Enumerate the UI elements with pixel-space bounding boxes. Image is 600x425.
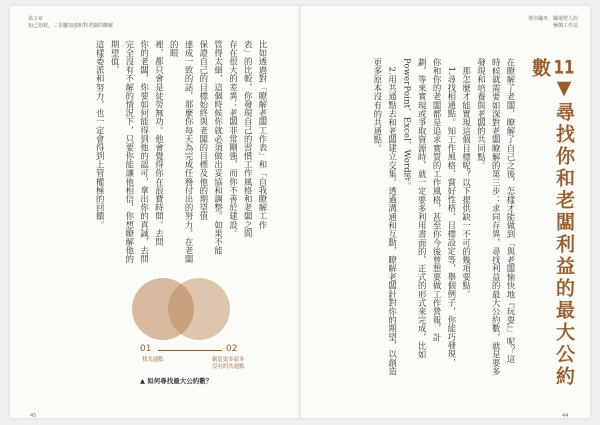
- left-text-line: 比如透過對「瞭解老闆工作表」和「自我瞭解工作: [258, 40, 268, 229]
- connector-line: [158, 350, 222, 351]
- left-text-line: 表」的比較，你發現自己的習慣工作風格和老闆之間: [243, 40, 254, 238]
- section-title-text: 尋找你和老闆利益的最大公約數: [529, 58, 575, 388]
- chapter-header: [28, 16, 113, 30]
- right-text-line: 劃，等來實現或爭取資源時，就一定要多利用書面的、正式的形式來完成，比如: [417, 58, 428, 359]
- step-2-number: 02: [226, 344, 238, 354]
- book-title-line1: 尊佳職率，職場聖人的: [527, 16, 578, 22]
- right-text-line: 那怎麼才能實現這個目標呢？以下提供缺一不可的幾項要點。: [461, 58, 472, 299]
- left-text-line: 完全沒有不解的情況下，只要你能讓他相信，你想瞭解他的期望值，: [110, 40, 135, 264]
- left-text-line: 這樣委派和努力，也一定會得到上管權極的回饋。: [95, 40, 106, 229]
- left-text-line: 保證自己的目標始終與老闆的目標及他的期望值: [198, 40, 209, 221]
- section-arrow-icon: ▼: [553, 77, 575, 102]
- left-text-line: 裡，都只會是徒勞無功。他會覺得你在浪費時間。去問: [154, 40, 165, 247]
- page-number-right: 44: [562, 413, 569, 419]
- right-text-line: 1.尋找相通點。知工作風格、賞好性格、目標設定等，舉個例子，你能巧發現，: [446, 58, 457, 368]
- book-gutter: [299, 6, 301, 418]
- step-2-label-line2: 沒有的共通點: [212, 364, 245, 370]
- page-number-left: 45: [30, 413, 37, 419]
- right-text-line: PowerPoint、Excel、Word等。: [402, 58, 413, 191]
- right-text-line: 2.用共通點去和老闆建立交集。透過溝通和互動，瞭解老闆針對你的期望，以創造: [387, 58, 398, 376]
- step-2-label-line1: 創造更多原本: [212, 357, 245, 363]
- right-text-line: 在瞭解了老闆，瞭解了自己之後，怎樣才能做到「與老闆愉快地『玩耍』」呢？這: [506, 58, 516, 364]
- right-text-line: 你和你的老闆都是追求實質的工作風格，甚至你今後曾想要做工作營報，計: [432, 58, 443, 342]
- diagram-caption: ▲ 如何尋找最大公約數？: [140, 377, 213, 385]
- chapter-subtitle: 知己知彼，三步驟加強和對老闆的瞭解: [28, 23, 114, 29]
- section-number: 11: [553, 58, 575, 77]
- chapter-label: 第２章: [28, 16, 44, 22]
- venn-circle-right: [168, 278, 230, 340]
- right-page-body: [322, 58, 518, 388]
- right-text-line: 發現和培養與老闆的共同點。: [476, 58, 487, 170]
- book-title-line2: 極簡工作法: [552, 23, 578, 29]
- book-header: [518, 16, 578, 30]
- step-1-number: 01: [140, 344, 152, 354]
- right-text-line: 時候就需要如深對老闆瞭解的第三步：求同存異，尋找利益的最大公約數，就是要多: [491, 58, 502, 376]
- left-text-line: 管得太細，這個時候你就必須做出妥協和調整。如果不能: [213, 40, 224, 255]
- right-text-line: 更多原本沒有的共通點。: [372, 58, 383, 153]
- left-text-line: 達成一致的話，那麼你每天為完成任務付出的努力，在老闆的眼: [169, 40, 195, 264]
- section-title: [528, 58, 576, 388]
- step-1-label: 找共通點: [142, 357, 164, 363]
- left-text-line: 你的老闆，你要如何能得到他的認可，拿出你的真誠，去問: [139, 40, 150, 264]
- left-text-line: 存在很大的差異：老闆非常剛強，而你不善於建設。: [228, 40, 239, 238]
- left-page-body: [95, 40, 270, 270]
